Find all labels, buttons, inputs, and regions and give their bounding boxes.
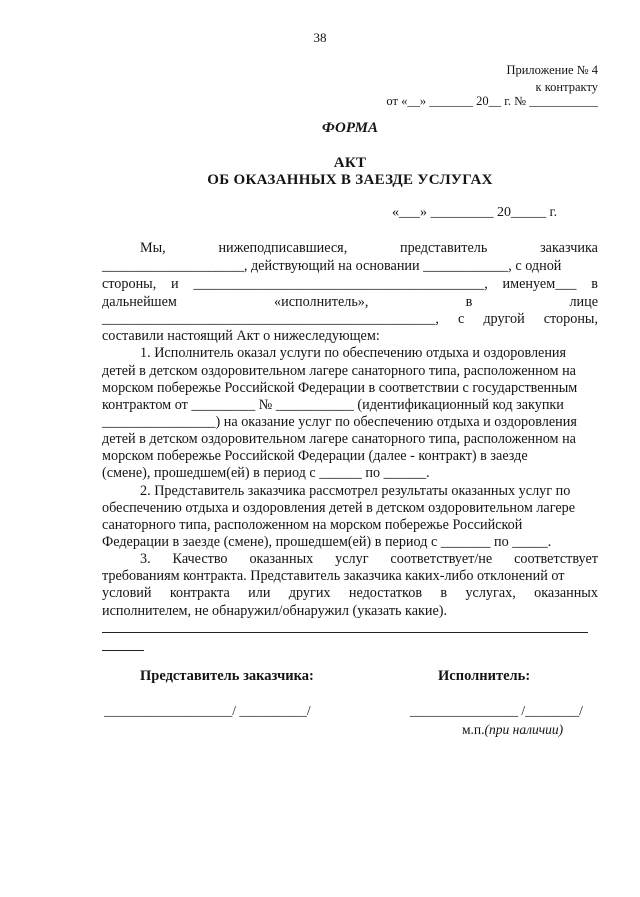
stamp-prefix: м.п. [462, 722, 485, 737]
p3-word: услуг [335, 551, 369, 567]
p3-word: в [440, 585, 448, 601]
contractor-signature-line: ________________ /________/ [410, 703, 583, 718]
p3-line-1 [102, 551, 598, 568]
p3-word: 3. [140, 551, 151, 567]
blank-line [102, 632, 588, 633]
p3-word: контракта [169, 585, 230, 601]
p2-line: 2. Представитель заказчика рассмотрел результаты оказанных услуг по [140, 483, 571, 499]
p3-word: других [288, 585, 331, 601]
p1-line: ________________) на оказание услуг по обеспечению отдыха и оздоровления [102, 414, 577, 430]
page-number: 38 [313, 30, 327, 45]
p3-line-3 [102, 585, 598, 602]
intro-word: заказчика [540, 240, 598, 256]
intro-word: стороны, [543, 311, 598, 327]
p3-word: соответствует [514, 551, 598, 567]
p3-word: или [248, 585, 271, 601]
intro-word: другой [483, 311, 525, 327]
p3-word: недостатков [348, 585, 423, 601]
p3-word: условий [102, 585, 152, 601]
intro-word: нижеподписавшиеся, [218, 240, 348, 256]
blank-line [102, 650, 144, 651]
stamp-note [462, 722, 563, 738]
date-line: «___» _________ 20_____ г. [392, 205, 558, 220]
p2-line: санаторного типа, расположенном на морском побережье Российской [102, 517, 523, 533]
intro-word: «исполнитель», [274, 294, 369, 310]
intro-word: в [465, 294, 473, 310]
p2-line: Федерации в заезде (смене), прошедшем(ей) в период с _______ по _____. [102, 534, 552, 550]
intro-word: Мы, [140, 240, 166, 256]
p3-word: оказанных [249, 551, 314, 567]
p1-line: морском побережье Российской Федерации (далее - контракт) в заезде [102, 448, 528, 464]
p1-line: 1. Исполнитель оказал услуги по обеспечению отдыха и оздоровления [140, 345, 567, 361]
intro-word: представитель [400, 240, 488, 256]
intro-word: _________________________________________, [193, 276, 488, 292]
contractor-label: Исполнитель: [438, 668, 531, 684]
intro-word: стороны, [102, 276, 157, 292]
intro-line-3 [102, 276, 598, 293]
p1-line: морском побережье Российской Федерации в соответствии с государственным [102, 380, 578, 396]
p3-word: услугах, [465, 585, 516, 601]
act-subtitle: ОБ ОКАЗАННЫХ В ЗАЕЗДЕ УСЛУГАХ [207, 172, 493, 188]
intro-word: именуем___ [502, 276, 577, 292]
intro-word: с [457, 311, 465, 327]
intro-word: лице [569, 294, 598, 310]
intro-word: в [591, 276, 598, 292]
p3-line-2: требованиям контракта. Представитель заказчика каких-либо отклонений от [102, 568, 565, 584]
p1-line: (смене), прошедшем(ей) в период с ______ по ______. [102, 465, 430, 481]
p3-word: соответствует/не [390, 551, 493, 567]
act-title: АКТ [333, 155, 367, 171]
intro-word: дальнейшем [102, 294, 177, 310]
intro-line-1 [102, 240, 598, 257]
p1-line: детей в детском оздоровительном лагере санаторного типа, расположенном на [102, 431, 576, 447]
appendix-line-1: Приложение № 4 [506, 63, 598, 77]
p1-line: детей в детском оздоровительном лагере санаторного типа, расположенном на [102, 363, 576, 379]
customer-signature-line: ___________________/ __________/ [104, 703, 311, 718]
p3-word: Качество [172, 551, 228, 567]
p2-line: обеспечению отдыха и оздоровления детей в детском оздоровительном лагере [102, 500, 576, 516]
p3-line-4: исполнителем, не обнаружил/обнаружил (указать какие). [102, 603, 448, 619]
intro-line-6: составили настоящий Акт о нижеследующем: [102, 328, 380, 344]
p1-line: контрактом от _________ № ___________ (идентификационный код закупки [102, 397, 564, 413]
stamp-note-italic: (при наличии) [484, 722, 564, 737]
intro-word: и [171, 276, 179, 292]
appendix-line-2: к контракту [535, 80, 598, 94]
p3-word: оказанных [534, 585, 598, 601]
intro-line-2: ____________________, действующий на основании ____________, с одной [102, 258, 562, 274]
intro-line-4 [102, 294, 598, 311]
customer-label: Представитель заказчика: [140, 668, 314, 684]
intro-line-5 [102, 311, 598, 328]
form-label: ФОРМА [322, 120, 378, 136]
intro-word: _______________________________________________, [102, 311, 439, 327]
appendix-line-3: от «__» _______ 20__ г. № ___________ [386, 94, 598, 108]
